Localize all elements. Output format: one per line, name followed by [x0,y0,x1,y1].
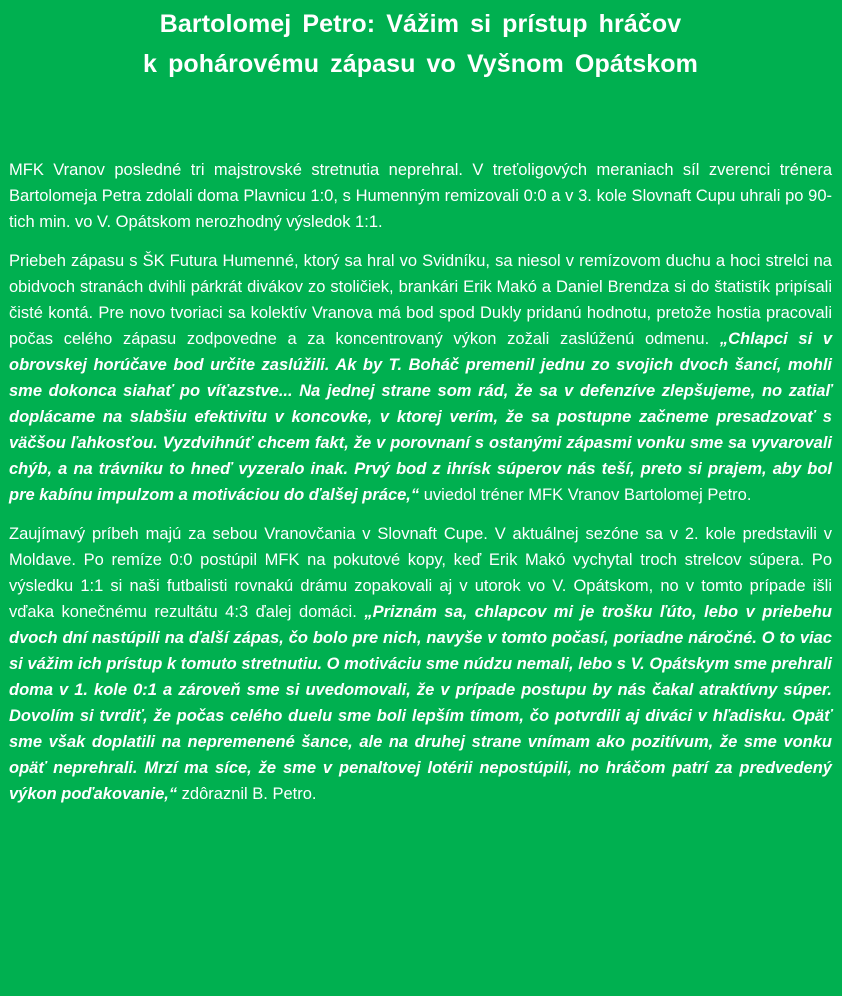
coach-quote: „Chlapci si v obrovskej horúčave bod určite zaslúžili. Ak by T. Boháč premenil jednu zo svojich dvoch šancí, mohli sme dokonca siahať po víťazstve... Na jednej strane som rád, že sa v defenzíve zlepšujeme, no zatiaľ doplácame na slabšiu efektivitu v koncovke, v ktorej verím, že sa postupne začneme presadzovať s väčšou ľahkosťou. Vyzdvihnúť chcem fakt, že v porovnaní s ostanými zápasmi vonku sme sa vyvarovali chýb, a na trávniku to hneď vyzeralo inak. Prvý bod z ihrísk súperov nás teší, preto si prajem, aby bol pre kabínu impulzom a motiváciou do ďalšej práce,“ [9,330,832,504]
title-line-2: k pohárovému zápasu vo Vyšnom Opátskom [143,50,698,78]
quote-attribution: zdôraznil B. Petro. [177,785,317,803]
quote-attribution: uviedol tréner MFK Vranov Bartolomej Petro. [419,486,752,504]
paragraph-text: Priebeh zápasu s ŠK Futura Humenné, ktorý sa hral vo Svidníku, sa niesol v remízovom duchu a hoci strelci na obidvoch stranách dvihli párkrát divákov zo stoličiek, brankári Erik Makó a Daniel Brendza si do štatistík pripísali čisté kontá. Pre novo tvoriaci sa kolektív Vranova má bod spod Dukly pridanú hodnotu, pretože hostia pracovali počas celého zápasu zodpovedne a za koncentrovaný výkon zožali zaslúženú odmenu. [9,252,832,348]
paragraph-match-report [9,248,832,508]
article-body [9,157,832,807]
article-title [9,0,832,84]
paragraph-cup-story [9,521,832,807]
coach-quote: „Priznám sa, chlapcov mi je trošku ľúto, lebo v priebehu dvoch dní nastúpili na ďalší zápas, čo bolo pre nich, navyše v tomto počasí, poriadne náročné. O to viac si vážim ich prístup k tomuto stretnutiu. O motiváciu sme núdzu nemali, lebo s V. Opátskym sme prehrali doma v 1. kole 0:1 a zároveň sme si uvedomovali, že v prípade postupu by nás čakal atraktívny súper. Dovolím si tvrdiť, že počas celého duelu sme boli lepším tímom, čo potvrdili aj diváci v hľadisku. Opäť sme však doplatili na nepremenené šance, ale na druhej strane vnímam ako pozitívum, že sme vonku opäť neprehrali. Mrzí ma síce, že sme v penaltovej lotérii nepostúpili, no hráčom patrí za predvedený výkon poďakovanie,“ [9,603,832,803]
paragraph-intro [9,157,832,235]
paragraph-text: MFK Vranov posledné tri majstrovské stretnutia neprehral. V treťoligových meraniach síl zverenci trénera Bartolomeja Petra zdolali doma Plavnicu 1:0, s Humenným remizovali 0:0 a v 3. kole Slovnaft Cupu uhrali po 90-tich min. vo V. Opátskom nerozhodný výsledok 1:1. [9,161,832,231]
title-line-1: Bartolomej Petro: Vážim si prístup hráčov [159,10,682,38]
paragraph-text: Zaujímavý príbeh majú za sebou Vranovčania v Slovnaft Cupe. V aktuálnej sezóne sa v 2. kole predstavili v Moldave. Po remíze 0:0 postúpil MFK na pokutové kopy, keď Erik Makó vychytal troch strelcov súpera. Po výsledku 1:1 si naši futbalisti rovnakú drámu zopakovali aj v utorok vo V. Opátskom, no v tomto prípade išli vďaka konečnému rezultátu 4:3 ďalej domáci. [9,525,832,621]
